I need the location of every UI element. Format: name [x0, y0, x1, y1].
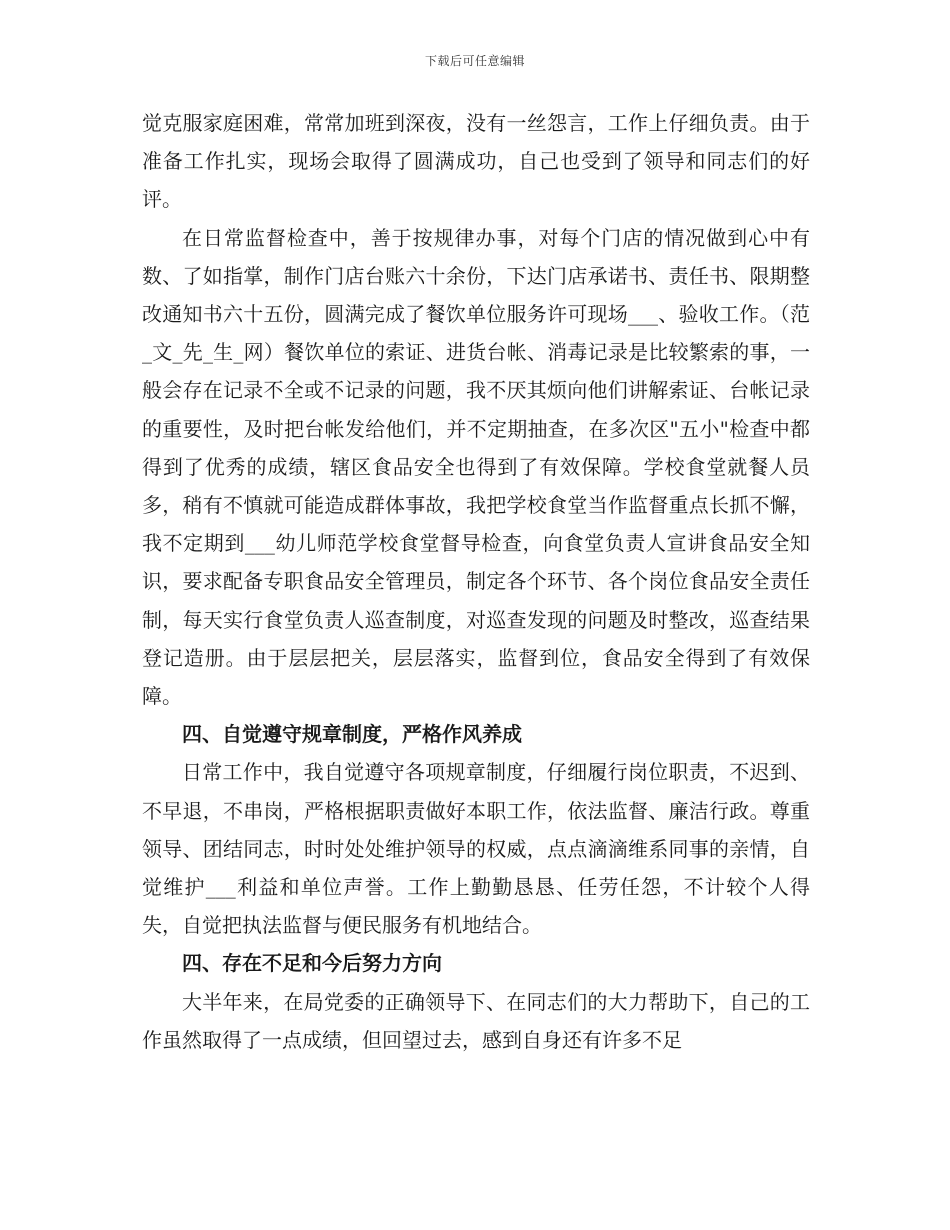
paragraph-continuation: 觉克服家庭困难，常常加班到深夜，没有一丝怨言，工作上仔细负责。由于准备工作扎实，现场会取得了圆满成功，自己也受到了领导和同志们的好评。 — [142, 111, 810, 212]
document-body — [142, 104, 810, 1059]
paragraph-discipline: 日常工作中，我自觉遵守各项规章制度，仔细履行岗位职责，不迟到、不早退，不串岗，严格根据职责做好本职工作，依法监督、廉洁行政。尊重领导、团结同志，时时处处维护领导的权威，点点滴滴维系同事的亲情，自觉维护___利益和单位声誉。工作上勤勤恳恳、任劳任怨，不计较个人得失，自觉把执法监督与便民服务有机地结合。 — [142, 760, 810, 938]
page-header: 下载后可任意编辑 — [424, 54, 525, 68]
section-heading-shortcomings: 四、存在不足和今后努力方向 — [182, 951, 442, 976]
paragraph-supervision: 在日常监督检查中，善于按规律办事，对每个门店的情况做到心中有数、了如指掌，制作门店台账六十余份，下达门店承诺书、责任书、限期整改通知书六十五份，圆满完成了餐饮单位服务许可现场___、验收工作。（范_文_先_生_网）餐饮单位的索证、进货台帐、消毒记录是比较繁索的事，一般会存在记录不全或不记录的问题，我不厌其烦向他们讲解索证、台帐记录的重要性，及时把台帐发给他们，并不定期抽查，在多次区"五小"检查中都得到了优秀的成绩，辖区食品安全也得到了有效保障。学校食堂就餐人员多，稍有不慎就可能造成群体事故，我把学校食堂当作监督重点长抓不懈，我不定期到___幼儿师范学校食堂督导检查，向食堂负责人宣讲食品安全知识，要求配备专职食品安全管理员，制定各个环节、各个岗位食品安全责任制，每天实行食堂负责人巡查制度，对巡查发现的问题及时整改，巡查结果登记造册。由于层层把关，层层落实，监督到位，食品安全得到了有效保障。 — [142, 225, 810, 709]
section-heading-discipline: 四、自觉遵守规章制度，严格作风养成 — [182, 722, 522, 747]
paragraph-shortcomings: 大半年来，在局党委的正确领导下、在同志们的大力帮助下，自己的工作虽然取得了一点成绩，但回望过去，感到自身还有许多不足 — [142, 989, 810, 1052]
